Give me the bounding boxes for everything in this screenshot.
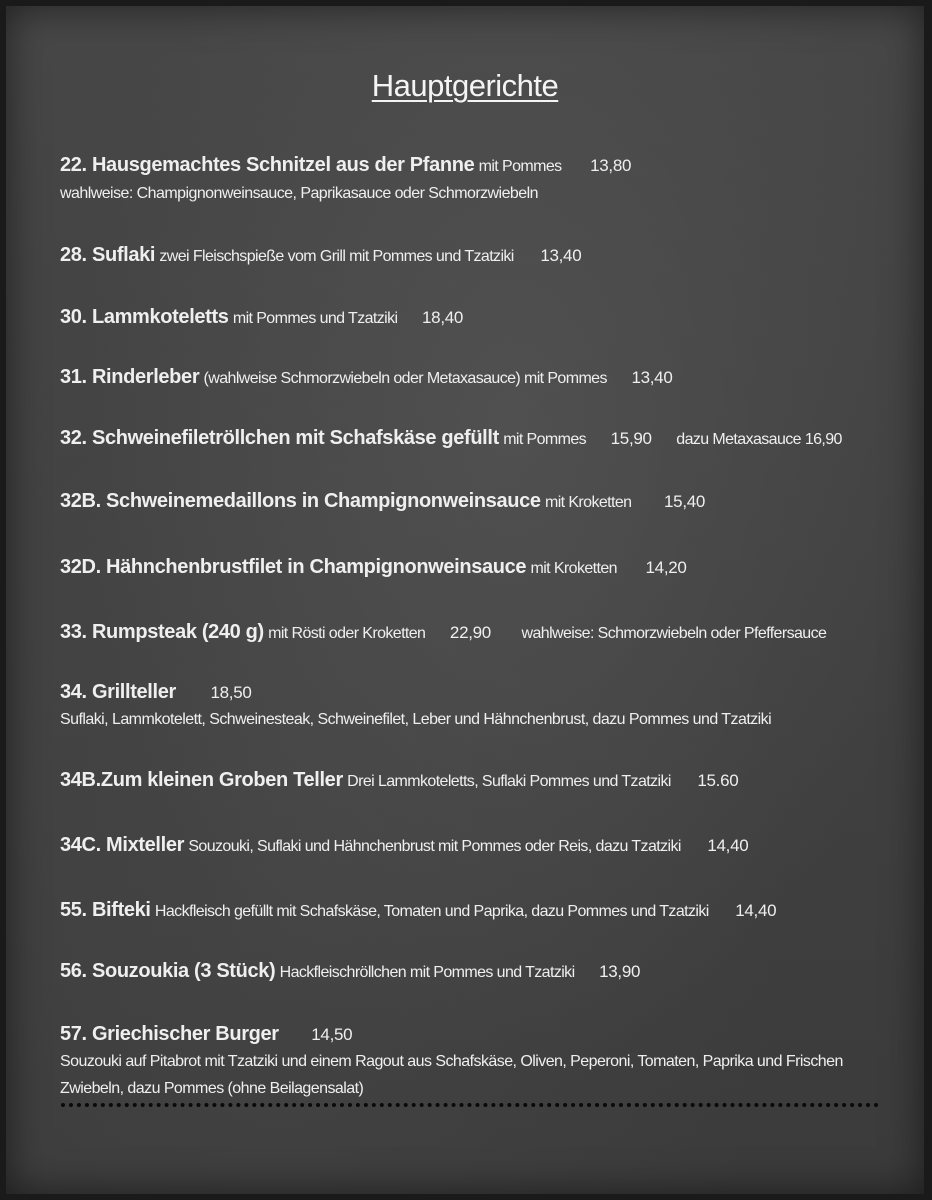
item-price: 13,80: [590, 156, 632, 175]
item-name: 56. Souzoukia (3 Stück): [60, 960, 276, 982]
item-description: zwei Fleischspieße vom Grill mit Pommes und Tzatziki: [159, 248, 514, 265]
item-description: Drei Lammkoteletts, Suflaki Pommes und Tzatziki: [347, 773, 671, 790]
item-price: 13,40: [631, 368, 673, 387]
item-description: Hackfleisch gefüllt mit Schafskäse, Tomaten und Paprika, dazu Pommes und Tzatziki: [154, 903, 709, 920]
menu-item: [60, 1021, 900, 1102]
menu-item: [60, 832, 900, 860]
item-name: 28. Suflaki: [60, 244, 156, 266]
item-price: 14,20: [645, 558, 687, 577]
item-description: mit Kroketten: [544, 494, 632, 511]
menu-board: [6, 6, 924, 1194]
item-description: mit Pommes: [503, 431, 587, 448]
menu-item: [60, 897, 900, 925]
item-description: (wahlweise Schmorzwiebeln oder Metaxasauce) mit Pommes: [203, 370, 607, 387]
item-subline: Souzouki auf Pitabrot mit Tzatziki und einem Ragout aus Schafskäse, Oliven, Peperoni, Tomaten, Paprika und Frischen Zwiebeln, dazu Pommes (ohne Beilagensalat): [60, 1053, 843, 1097]
menu-item: [60, 488, 900, 516]
item-price: 14,50: [311, 1025, 353, 1044]
item-price: 14,40: [735, 901, 777, 920]
item-price: 13,90: [599, 962, 641, 981]
item-description: mit Pommes und Tzatziki: [232, 310, 398, 327]
item-extra: wahlweise: Schmorzwiebeln oder Pfeffersauce: [521, 625, 827, 642]
menu-item: [60, 152, 900, 207]
item-extra: dazu Metaxasauce 16,90: [676, 431, 842, 448]
dotted-divider: [61, 1103, 879, 1107]
item-description: Souzouki, Suflaki und Hähnchenbrust mit Pommes oder Reis, dazu Tzatziki: [188, 838, 681, 855]
item-name: 22. Hausgemachtes Schnitzel aus der Pfanne: [60, 154, 475, 176]
menu-item: [60, 364, 900, 392]
menu-item: [60, 619, 900, 647]
menu-item: [60, 767, 900, 795]
item-price: 13,40: [540, 246, 582, 265]
item-price: 22,90: [449, 623, 491, 642]
item-name: 34B.Zum kleinen Groben Teller: [60, 769, 343, 791]
menu-title: Hauptgerichte: [371, 68, 559, 103]
menu-item: [60, 242, 900, 270]
item-name: 32B. Schweinemedaillons in Champignonweinsauce: [60, 490, 541, 512]
item-price: 15.60: [697, 771, 739, 790]
item-price: 15,40: [664, 492, 706, 511]
item-description: Hackfleischröllchen mit Pommes und Tzatziki: [279, 964, 575, 981]
menu-item: [60, 304, 900, 332]
item-price: 14,40: [707, 836, 749, 855]
item-name: 32D. Hähnchenbrustfilet in Champignonweinsauce: [60, 556, 527, 578]
item-name: 31. Rinderleber: [60, 366, 200, 388]
item-description: mit Pommes: [478, 158, 562, 175]
item-name: 34. Grillteller: [60, 681, 176, 703]
item-name: 33. Rumpsteak (240 g): [60, 621, 264, 643]
item-description: mit Kroketten: [530, 560, 617, 577]
menu-item: [60, 679, 900, 733]
item-name: 55. Bifteki: [60, 899, 151, 921]
menu-item: [60, 554, 900, 582]
item-name: 30. Lammkoteletts: [60, 306, 229, 328]
item-name: 57. Griechischer Burger: [60, 1023, 279, 1045]
item-price: 18,40: [422, 308, 464, 327]
menu-item: [60, 958, 900, 986]
item-price: 15,90: [610, 429, 652, 448]
item-name: 34C. Mixteller: [60, 834, 185, 856]
menu-item: [60, 425, 900, 453]
item-subline: Suflaki, Lammkotelett, Schweinesteak, Schweinefilet, Leber und Hähnchenbrust, dazu Pommes und Tzatziki: [60, 711, 772, 728]
item-name: 32. Schweinefiletröllchen mit Schafskäse gefüllt: [60, 427, 499, 449]
item-subline: wahlweise: Champignonweinsauce, Paprikasauce oder Schmorzwiebeln: [60, 185, 538, 202]
item-price: 18,50: [210, 683, 252, 702]
item-description: mit Rösti oder Kroketten: [268, 625, 426, 642]
